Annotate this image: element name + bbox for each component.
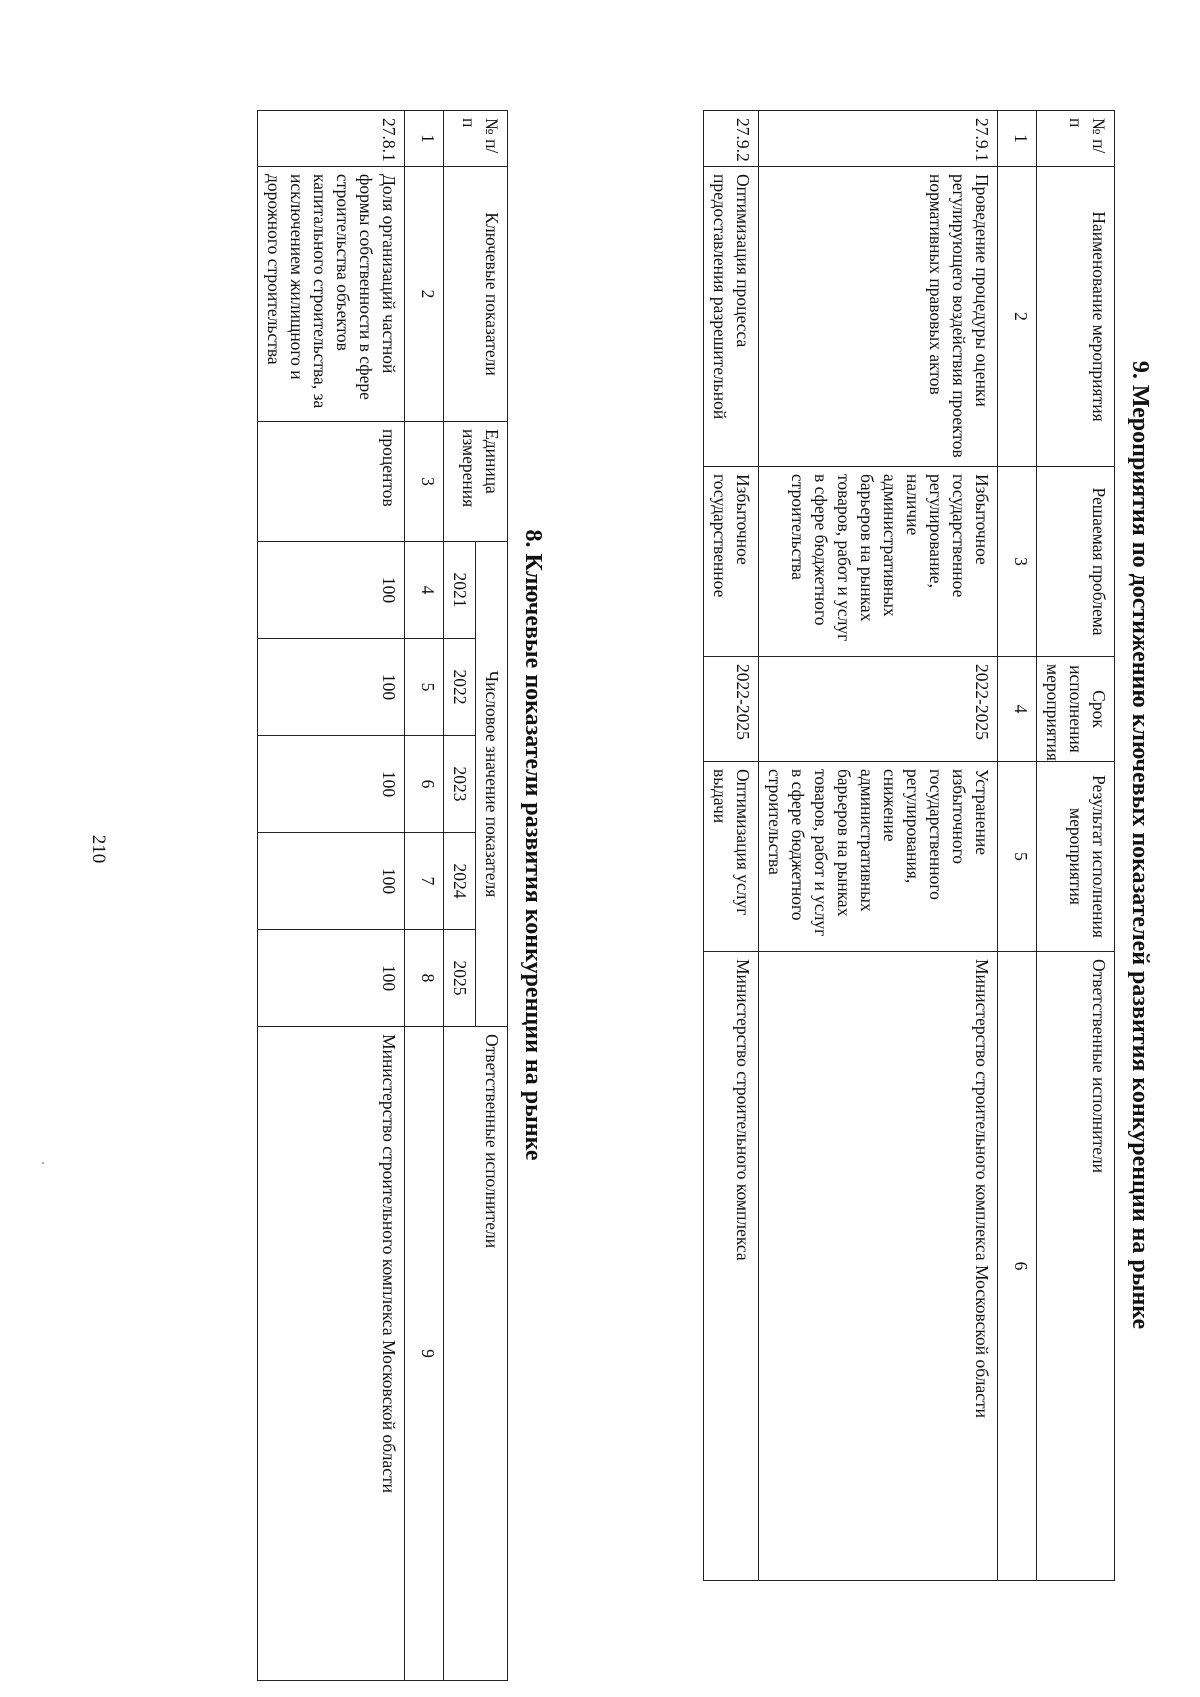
column-number: 9 — [405, 1027, 444, 1681]
measures-table — [703, 110, 1115, 1581]
header-indicator: Ключевые показатели — [444, 167, 508, 422]
header-year: 2024 — [444, 833, 476, 930]
row-responsible: Министерство строительного комплекса — [704, 952, 759, 1581]
row-term: 2022-2025 — [704, 657, 759, 762]
row-problem: Избыточное государственное регулирование, наличие административных барьеров на рынках товаров, работ и услуг в сфере бюджетного строительства — [759, 467, 998, 657]
header-responsible: Ответственные исполнители — [1037, 952, 1115, 1581]
column-number: 2 — [405, 167, 444, 422]
row-num: 27.9.2 — [704, 111, 759, 167]
header-year: 2023 — [444, 736, 476, 833]
row-problem: Избыточное государственное — [704, 467, 759, 657]
section-9 — [555, 110, 1155, 1580]
page-number: 210 — [88, 834, 109, 864]
column-number: 6 — [405, 736, 444, 833]
header-year: 2021 — [444, 542, 476, 639]
row-responsible: Министерство строительного комплекса Московской области — [759, 952, 998, 1581]
column-number: 1 — [998, 111, 1037, 167]
column-number: 4 — [405, 542, 444, 639]
row-responsible: Министерство строительного комплекса Московской области — [258, 1027, 405, 1681]
header-year: 2025 — [444, 930, 476, 1027]
row-result: Устранение избыточного государственного регулирования, снижение административных барьеров на рынках товаров, работ и услуг в сфере бюджетного строительства — [759, 762, 998, 952]
row-value: 100 — [258, 930, 405, 1027]
column-number-row — [998, 111, 1037, 1581]
section-8 — [168, 110, 548, 1580]
row-value: 100 — [258, 736, 405, 833]
row-num: 27.9.1 — [759, 111, 998, 167]
header-unit: Единица измерения — [444, 422, 508, 542]
column-number: 1 — [405, 111, 444, 167]
column-number: 8 — [405, 930, 444, 1027]
column-number: 5 — [998, 762, 1037, 952]
column-number: 3 — [405, 422, 444, 542]
column-number: 5 — [405, 639, 444, 736]
header-result: Результат исполнения мероприятия — [1037, 762, 1115, 952]
column-number: 6 — [998, 952, 1037, 1581]
row-indicator: Доля организаций частной формы собственности в сфере строительства объектов капитального строительства, за исключением жилищного и дорожного строительства — [258, 167, 405, 422]
header-num: № п/п — [1037, 111, 1115, 167]
column-number-row — [405, 111, 444, 1681]
row-value: 100 — [258, 639, 405, 736]
header-name: Наименование мероприятия — [1037, 167, 1115, 467]
header-term: Срок исполнения мероприятия — [1037, 657, 1115, 762]
header-responsible: Ответственные исполнители — [444, 1027, 508, 1681]
column-number: 7 — [405, 833, 444, 930]
header-problem: Решаемая проблема — [1037, 467, 1115, 657]
section-9-title: 9. Мероприятия по достижению ключевых показателей развития конкуренции на рынке — [1127, 360, 1153, 1330]
section-8-title: 8. Ключевые показатели развития конкуренции на рынке — [520, 529, 546, 1161]
table-row — [759, 111, 998, 1581]
header-value-group: Числовое значение показателя — [476, 542, 508, 1027]
column-number: 3 — [998, 467, 1037, 657]
table-row — [258, 111, 405, 1681]
row-term: 2022-2025 — [759, 657, 998, 762]
scan-speck — [42, 1162, 44, 1164]
row-value: 100 — [258, 833, 405, 930]
row-num: 27.8.1 — [258, 111, 405, 167]
table-row — [704, 111, 759, 1581]
row-name: Проведение процедуры оценки регулирующего воздействия проектов нормативных правовых актов — [759, 167, 998, 467]
row-value: 100 — [258, 542, 405, 639]
row-name: Оптимизация процесса предоставления разрешительной — [704, 167, 759, 467]
key-indicators-table — [257, 110, 508, 1681]
row-unit: процентов — [258, 422, 405, 542]
header-year: 2022 — [444, 639, 476, 736]
column-number: 4 — [998, 657, 1037, 762]
column-number: 2 — [998, 167, 1037, 467]
header-num: № п/п — [444, 111, 508, 167]
row-result: Оптимизация услуг выдачи — [704, 762, 759, 952]
